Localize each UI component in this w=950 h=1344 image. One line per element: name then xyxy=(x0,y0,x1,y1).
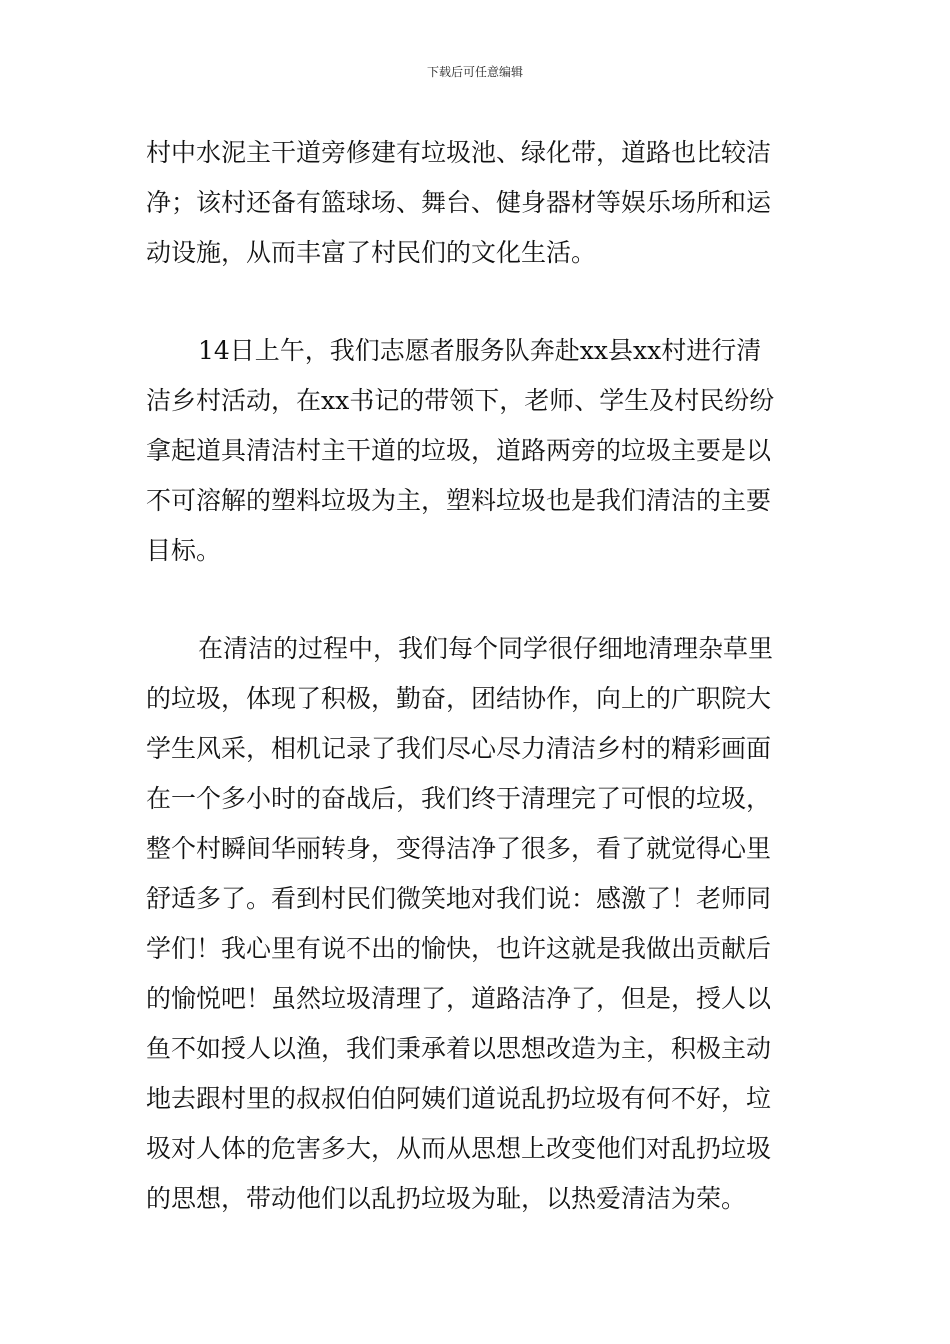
paragraph-2-line-5 xyxy=(0,526,950,576)
paragraph-3-line-7 xyxy=(0,924,950,974)
paragraph-3-line-2 xyxy=(0,674,950,724)
text-line: 整个村瞬间华丽转身，变得洁净了很多，看了就觉得心里 xyxy=(146,834,772,863)
paragraph-3-line-10 xyxy=(0,1074,950,1124)
text-line: 动设施，从而丰富了村民们的文化生活。 xyxy=(146,238,597,267)
text-line: 舒适多了。看到村民们微笑地对我们说：感激了！老师同 xyxy=(146,884,772,913)
paragraph-1-line-3 xyxy=(0,228,950,278)
text-line: 的思想，带动他们以乱扔垃圾为耻，以热爱清洁为荣。 xyxy=(146,1184,747,1213)
paragraph-2-line-1 xyxy=(0,326,950,376)
text-line: 不可溶解的塑料垃圾为主，塑料垃圾也是我们清洁的主要 xyxy=(146,486,772,515)
paragraph-1-line-2 xyxy=(0,178,950,228)
paragraph-2-line-3 xyxy=(0,426,950,476)
paragraph-3-line-6 xyxy=(0,874,950,924)
paragraph-3-line-4 xyxy=(0,774,950,824)
text-line: 村中水泥主干道旁修建有垃圾池、绿化带，道路也比较洁 xyxy=(146,138,772,167)
text-line: 鱼不如授人以渔，我们秉承着以思想改造为主，积极主动 xyxy=(146,1034,772,1063)
text-line: 的愉悦吧！虽然垃圾清理了，道路洁净了，但是，授人以 xyxy=(146,984,772,1013)
page-header: 下载后可任意编辑 xyxy=(426,65,523,79)
text-line: 学们！我心里有说不出的愉快，也许这就是我做出贡献后 xyxy=(146,934,772,963)
paragraph-3-line-8 xyxy=(0,974,950,1024)
text-line: 地去跟村里的叔叔伯伯阿姨们道说乱扔垃圾有何不好，垃 xyxy=(146,1084,772,1113)
text-line: 拿起道具清洁村主干道的垃圾，道路两旁的垃圾主要是以 xyxy=(146,436,772,465)
text-line: 的垃圾，体现了积极，勤奋，团结协作，向上的广职院大 xyxy=(146,684,772,713)
text-line: 净；该村还备有篮球场、舞台、健身器材等娱乐场所和运 xyxy=(146,188,772,217)
paragraph-3-line-11 xyxy=(0,1124,950,1174)
paragraph-3-line-1 xyxy=(0,624,950,674)
text-line: 学生风采，相机记录了我们尽心尽力清洁乡村的精彩画面 xyxy=(146,734,772,763)
paragraph-2-line-2 xyxy=(0,376,950,426)
paragraph-3-line-9 xyxy=(0,1024,950,1074)
paragraph-3-line-5 xyxy=(0,824,950,874)
paragraph-3-line-12 xyxy=(0,1174,950,1224)
paragraph-1-line-1 xyxy=(0,128,950,178)
text-line: 14日上午，我们志愿者服务队奔赴xx县xx村进行清 xyxy=(198,336,762,365)
text-line: 圾对人体的危害多大，从而从思想上改变他们对乱扔垃圾 xyxy=(146,1134,772,1163)
text-line: 目标。 xyxy=(146,536,222,565)
text-line: 在一个多小时的奋战后，我们终于清理完了可恨的垃圾， xyxy=(146,784,772,813)
paragraph-2-line-4 xyxy=(0,476,950,526)
paragraph-3-line-3 xyxy=(0,724,950,774)
text-line: 洁乡村活动，在xx书记的带领下，老师、学生及村民纷纷 xyxy=(146,386,775,415)
text-line: 在清洁的过程中，我们每个同学很仔细地清理杂草里 xyxy=(198,634,774,663)
